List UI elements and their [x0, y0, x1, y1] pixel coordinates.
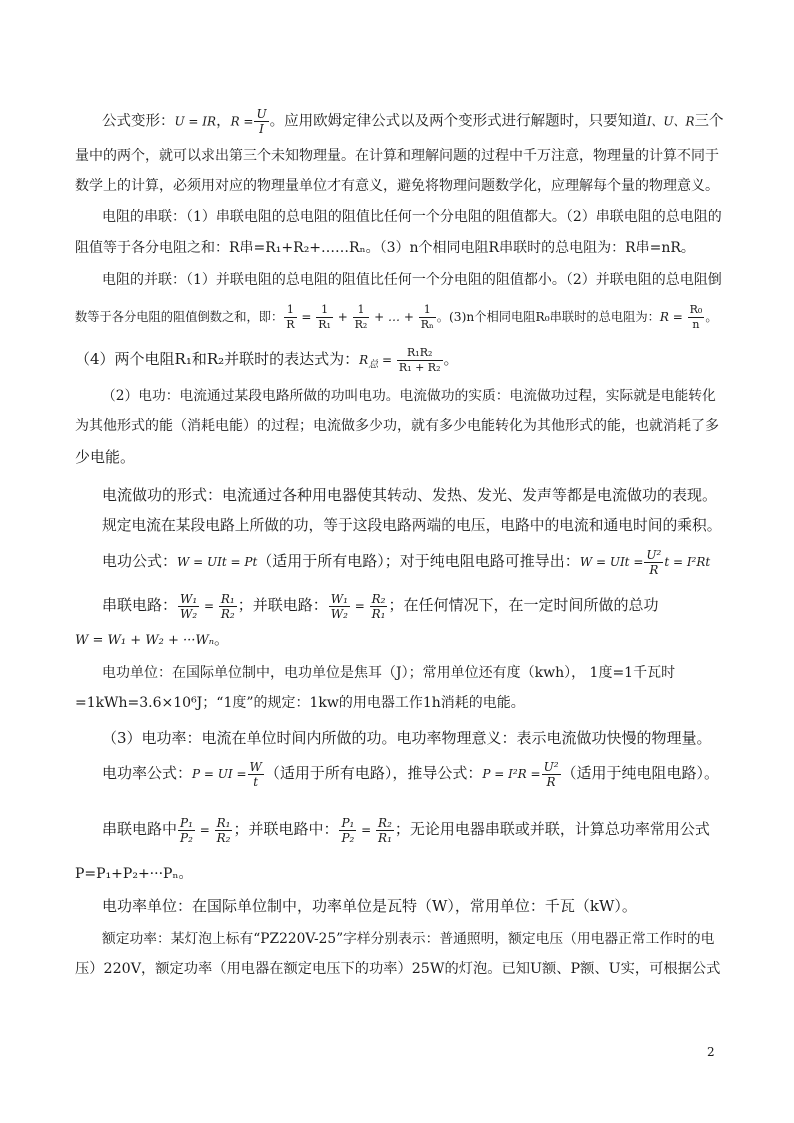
text: 三个 — [694, 113, 724, 130]
formula: P = UI = — [192, 767, 247, 781]
text: （4）两个电阻R₁和R₂并联时的表达式为： — [75, 350, 360, 368]
fraction — [376, 816, 394, 845]
text-line: =1kWh=3.6×10⁶J；“1度”的规定：1kw的用电器工作1h消耗的电能。 — [75, 695, 525, 711]
fraction — [254, 107, 268, 136]
fraction — [284, 303, 296, 332]
denominator: t — [253, 774, 259, 789]
numerator: R₂ — [371, 591, 386, 606]
numerator: U — [256, 107, 267, 121]
denominator: R₁ — [371, 606, 386, 621]
series-power-line: 串联电路中 $\frac{\text{P₁}}{\text{P₂}}$ = $\frac{\text{R₁}}{\text{R₂}}$ ；并联电路中： $\frac{\text{P₁}}{\text{P₂}}$ = $\frac{\text{R₂}}{\text{R₁}}$ ；无论用电器串联或并联，计算总功率常用公式 — [102, 815, 710, 845]
text: 。 — [214, 630, 230, 648]
series-work-line: 串联电路： $\frac{\text{W₁}}{\text{W₂}}$ = $\frac{\text{R₁}}{\text{R₂}}$ ；并联电路： $\frac{\text{W₁}}{\text{W₂}}$ = $\frac{\text{R₂}}{\text{R₁}}$ ；在任何情况下，在一定时间所做的总功 — [102, 591, 659, 621]
text-line: 电阻的并联：（1）并联电阻的总电阻的阻值比任何一个分电阻的阻值都小。（2）并联电阻的总电阻倒 — [102, 272, 722, 288]
numerator: U² — [646, 547, 662, 562]
two-resistor-line: （4）两个电阻R₁和R₂并联时的表达式为：$R_总$ = $\frac{\text{R₁R₂}}{\text{R₁ + R₂}}$ 。 — [75, 345, 459, 374]
denominator: R₂ — [354, 318, 368, 331]
fraction — [419, 303, 436, 332]
fraction — [339, 816, 356, 845]
denominator: R₁ + R₂ — [398, 360, 441, 374]
text: ， — [216, 113, 231, 130]
text: （适用于纯电阻电路）。 — [561, 764, 720, 782]
text-line: （3）电功率：电流在单位时间内所做的功。电功率物理意义：表示电流做功快慢的物理量。 — [102, 729, 712, 747]
formula: W = UIt = — [579, 555, 644, 569]
numerator: W₁ — [330, 591, 348, 606]
total-work-line — [75, 629, 229, 651]
fraction — [178, 816, 195, 845]
text-line: 阻值等于各分电阻之和：R串=R₁+R₂+……Rₙ。（3）n个相同电阻R串联时的总电阻为：R串=nR。 — [75, 240, 695, 256]
text-line: 电阻的串联：（1）串联电阻的总电阻的阻值比任何一个分电阻的阻值都大。（2）串联电阻的总电阻的 — [102, 209, 722, 225]
work-formula-line — [102, 544, 710, 579]
denominator: W₂ — [180, 606, 198, 621]
text: （适用于所有电路）；对于纯电阻电路可推导出： — [257, 552, 580, 570]
formula: R = — [230, 114, 254, 129]
denominator: Rₙ — [420, 318, 434, 331]
numerator: W — [249, 759, 262, 774]
fraction — [353, 303, 370, 332]
denominator: R — [546, 774, 556, 789]
numerator: U² — [543, 759, 559, 774]
text: 电功率公式： — [102, 764, 193, 782]
text-line: P=P₁+P₂+···Pₙ。 — [75, 866, 193, 882]
denominator: R₂ — [216, 830, 231, 845]
text: ；并联电路： — [237, 596, 328, 614]
denominator: R — [286, 318, 295, 331]
fraction — [370, 592, 388, 621]
fraction — [644, 548, 663, 577]
numerator: W₁ — [180, 591, 198, 606]
fraction — [542, 760, 561, 789]
formula: W = W₁ + W₂ + ···Wₙ — [75, 633, 215, 648]
numerator: 1 — [284, 303, 296, 318]
text: ；并联电路中： — [233, 820, 339, 838]
fraction — [329, 592, 350, 621]
numerator: P₁ — [341, 815, 355, 830]
fraction — [688, 303, 705, 332]
text-line: 数学上的计算，必须用对应的物理量单位才有意义，避免将物理问题数学化，应理解每个量的物理意义。 — [75, 178, 719, 194]
formula: I、U、R — [646, 114, 695, 129]
fraction — [248, 760, 264, 789]
text: 电功公式： — [102, 552, 178, 570]
denominator: R₂ — [220, 606, 235, 621]
fraction — [178, 592, 199, 621]
numerator: 1 — [316, 303, 333, 318]
text: （适用于所有电路），推导公式： — [264, 764, 483, 782]
text: ；无论用电器串联或并联，计算总功率常用公式 — [394, 820, 710, 838]
power-formula-line — [102, 756, 719, 791]
text-line: 电流做功的形式：电流通过各种用电器使其转动、发热、发光、发声等都是电流做功的表现。 — [102, 486, 718, 504]
text-line: 电功单位：在国际单位制中，电功单位是焦耳（J）；常用单位还有度（kwh）， 1度=1千瓦时 — [102, 665, 676, 681]
denominator: P₂ — [180, 830, 193, 845]
numerator: 1 — [353, 303, 370, 318]
text: 。应用欧姆定律公式以及两个变形式进行解题时，只要知道 — [269, 113, 647, 130]
text: 公式变形： — [102, 113, 175, 130]
numerator: R₂ — [378, 815, 392, 830]
text: 。(3)n个相同电阻R₀串联时的总电阻为： — [436, 310, 660, 324]
formula: W = UIt = Pt — [177, 555, 258, 569]
text: 串联电路中 — [102, 820, 178, 838]
text-line: 为其他形式的能（消耗电能）的过程；电流做多少功，就有多少电能转化为其他形式的能，也就消耗了多 — [75, 418, 719, 434]
numerator: R₀ — [689, 303, 703, 316]
fraction — [316, 303, 333, 332]
text: ；在任何情况下，在一定时间所做的总功 — [388, 596, 659, 614]
numerator: R₁ — [216, 815, 231, 830]
numerator: R₁R₂ — [397, 346, 443, 361]
page-number: 2 — [707, 1045, 715, 1059]
denominator: I — [259, 122, 264, 136]
text-line: 规定电流在某段电路上所做的功，等于这段电路两端的电压，电路中的电流和通电时间的乘积。 — [102, 517, 722, 534]
fraction — [397, 346, 443, 375]
numerator: R₁ — [220, 591, 235, 606]
text: 数等于各分电阻的阻值倒数之和，即： — [75, 310, 284, 324]
text-line: （2）电功：电流通过某段电路所做的功叫电功。电流做功的实质：电流做功过程，实际就是电能转化 — [102, 388, 716, 404]
formula: t = I²Rt — [664, 555, 711, 569]
paragraph-ohm-formula — [102, 107, 724, 136]
formula: P = I²R = — [482, 767, 541, 781]
text-line: 少电能。 — [75, 448, 136, 466]
denominator: n — [692, 318, 700, 331]
parallel-formula-line: 数等于各分电阻的阻值倒数之和，即： $\frac{1}{R}$ = $\frac{1}{\text{R₁}}$ + $\frac{1}{\text{R₂}}$ + … + $\frac{1}{\text{Rₙ}}$ 。(3)n个相同电阻R₀串联时的总电阻为：R = $\frac{\text{R₀}}{n}$ 。 — [75, 303, 718, 331]
fraction — [215, 816, 233, 845]
denominator: W₂ — [330, 606, 348, 621]
formula: U = IR — [174, 114, 217, 129]
numerator: P₁ — [180, 815, 193, 830]
denominator: R — [649, 562, 659, 577]
text-line: 量中的两个，就可以求出第三个未知物理量。在计算和理解问题的过程中千万注意，物理量的计算不同于 — [75, 148, 719, 164]
denominator: R₁ — [318, 318, 331, 331]
denominator: R₁ — [378, 830, 392, 845]
text-line: 额定功率：某灯泡上标有“PZ220V-25”字样分别表示：普通照明，额定电压（用电器正常工作时的电 — [102, 931, 715, 947]
text-line: 电功率单位：在国际单位制中，功率单位是瓦特（W），常用单位：千瓦（kW）。 — [102, 897, 637, 915]
numerator: 1 — [419, 303, 436, 318]
denominator: P₂ — [341, 830, 355, 845]
text-line: 压）220V，额定功率（用电器在额定电压下的功率）25W的灯泡。已知U额、P额、U实，可根据公式 — [75, 961, 721, 977]
fraction — [219, 592, 237, 621]
text: 串联电路： — [102, 596, 178, 614]
